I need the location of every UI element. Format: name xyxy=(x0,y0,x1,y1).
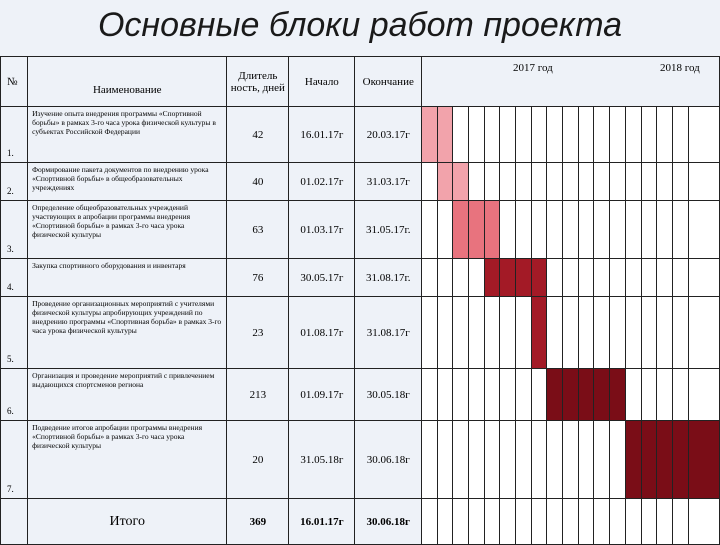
task-start: 01.08.17г xyxy=(289,297,355,369)
gantt-cell xyxy=(625,163,641,201)
gantt-cell xyxy=(563,163,579,201)
gantt-bar xyxy=(672,421,688,499)
gantt-cell xyxy=(563,421,579,499)
gantt-cell xyxy=(453,499,469,545)
gantt-cell xyxy=(641,163,657,201)
gantt-cell xyxy=(672,201,688,259)
header-duration: Длитель ность, дней xyxy=(227,57,289,107)
gantt-cell xyxy=(657,369,673,421)
gantt-cell xyxy=(422,201,438,259)
task-duration: 63 xyxy=(227,201,289,259)
header-row xyxy=(1,57,720,107)
total-duration: 369 xyxy=(227,499,289,545)
gantt-bar xyxy=(547,369,563,421)
task-end: 30.06.18г xyxy=(355,421,422,499)
task-start: 01.02.17г xyxy=(289,163,355,201)
gantt-cell xyxy=(437,259,453,297)
gantt-bar xyxy=(657,421,673,499)
task-duration: 213 xyxy=(227,369,289,421)
gantt-bar xyxy=(484,259,500,297)
gantt-cell xyxy=(516,421,532,499)
gantt-cell xyxy=(469,163,485,201)
gantt-cell xyxy=(547,499,563,545)
gantt-cell xyxy=(610,201,626,259)
gantt-cell xyxy=(625,259,641,297)
total-start: 16.01.17г xyxy=(289,499,355,545)
gantt-cell xyxy=(657,499,673,545)
gantt-cell xyxy=(469,499,485,545)
header-start: Начало xyxy=(289,57,355,107)
task-end: 31.03.17г xyxy=(355,163,422,201)
task-end: 20.03.17г xyxy=(355,107,422,163)
header-end: Окончание xyxy=(355,57,422,107)
task-row xyxy=(1,107,720,163)
gantt-cell xyxy=(453,421,469,499)
gantt-cell xyxy=(657,107,673,163)
gantt-cell xyxy=(625,369,641,421)
gantt-cell xyxy=(547,201,563,259)
gantt-bar xyxy=(500,259,516,297)
gantt-bar xyxy=(563,369,579,421)
task-duration: 42 xyxy=(227,107,289,163)
gantt-cell xyxy=(500,107,516,163)
task-duration: 23 xyxy=(227,297,289,369)
task-start: 16.01.17г xyxy=(289,107,355,163)
task-start: 01.09.17г xyxy=(289,369,355,421)
task-end: 31.05.17г. xyxy=(355,201,422,259)
gantt-bar xyxy=(625,421,641,499)
task-row xyxy=(1,201,720,259)
gantt-cell xyxy=(641,201,657,259)
gantt-bar xyxy=(610,369,626,421)
gantt-cell xyxy=(657,259,673,297)
task-name: Проведение организационных мероприятий с учителями физической культуры апробирующих учреждений по внедрению программы «Спортивная борьба» в рамках 3-го часа урока физической культуры xyxy=(28,297,227,369)
gantt-bar xyxy=(484,201,500,259)
task-duration: 20 xyxy=(227,421,289,499)
gantt-cell xyxy=(594,499,610,545)
gantt-cell xyxy=(688,201,719,259)
gantt-cell xyxy=(547,421,563,499)
gantt-cell xyxy=(578,259,594,297)
gantt-cell xyxy=(563,297,579,369)
gantt-cell xyxy=(500,421,516,499)
gantt-cell xyxy=(594,297,610,369)
gantt-cell xyxy=(641,297,657,369)
gantt-cell xyxy=(547,163,563,201)
gantt-cell xyxy=(531,499,547,545)
gantt-cell xyxy=(531,163,547,201)
task-name: Изучение опыта внедрения программы «Спортивной борьбы» в рамках 3-го часа урока физической культуры в субъектах Российской Федерации xyxy=(28,107,227,163)
task-row xyxy=(1,297,720,369)
gantt-cell xyxy=(594,163,610,201)
gantt-cell xyxy=(500,369,516,421)
gantt-bar xyxy=(516,259,532,297)
task-row xyxy=(1,259,720,297)
gantt-cell xyxy=(578,421,594,499)
task-end: 31.08.17г xyxy=(355,297,422,369)
gantt-cell xyxy=(516,163,532,201)
gantt-cell xyxy=(469,259,485,297)
gantt-bar xyxy=(422,107,438,163)
gantt-cell xyxy=(625,107,641,163)
gantt-cell xyxy=(437,499,453,545)
task-num: 4. xyxy=(1,259,28,297)
gantt-cell xyxy=(500,201,516,259)
gantt-cell xyxy=(469,421,485,499)
gantt-cell xyxy=(672,163,688,201)
task-name: Определение общеобразовательных учреждений участвующих в апробации программы внедрения «Спортивной борьбы» в рамках 3-го часа урока физической культуры xyxy=(28,201,227,259)
gantt-cell xyxy=(610,297,626,369)
task-row xyxy=(1,163,720,201)
page-title: Основные блоки работ проекта xyxy=(97,6,623,44)
task-duration: 40 xyxy=(227,163,289,201)
year-2017-label: 2017 год xyxy=(513,62,553,74)
gantt-cell xyxy=(657,163,673,201)
gantt-cell xyxy=(641,259,657,297)
gantt-cell xyxy=(688,297,719,369)
gantt-cell xyxy=(484,369,500,421)
gantt-cell xyxy=(578,201,594,259)
task-row xyxy=(1,421,720,499)
gantt-bar xyxy=(531,259,547,297)
gantt-cell xyxy=(469,369,485,421)
gantt-cell xyxy=(672,107,688,163)
task-name: Подведение итогов апробации программы внедрения «Спортивной борьбы» в рамках 3-го часа урока физической культуры xyxy=(28,421,227,499)
gantt-cell xyxy=(610,421,626,499)
gantt-cell xyxy=(484,163,500,201)
gantt-cell xyxy=(422,499,438,545)
gantt-cell xyxy=(610,107,626,163)
gantt-cell xyxy=(594,107,610,163)
task-start: 01.03.17г xyxy=(289,201,355,259)
gantt-cell xyxy=(453,259,469,297)
gantt-cell xyxy=(531,201,547,259)
gantt-bar xyxy=(469,201,485,259)
gantt-cell xyxy=(484,297,500,369)
gantt-cell xyxy=(531,421,547,499)
gantt-cell xyxy=(625,297,641,369)
gantt-cell xyxy=(422,421,438,499)
gantt-cell xyxy=(469,297,485,369)
task-start: 30.05.17г xyxy=(289,259,355,297)
gantt-cell xyxy=(688,369,719,421)
year-2018-label: 2018 год xyxy=(660,62,700,74)
gantt-cell xyxy=(688,163,719,201)
gantt-cell xyxy=(547,259,563,297)
gantt-cell xyxy=(563,499,579,545)
gantt-cell xyxy=(547,107,563,163)
gantt-cell xyxy=(578,499,594,545)
gantt-cell xyxy=(672,369,688,421)
gantt-bar xyxy=(453,201,469,259)
task-row xyxy=(1,369,720,421)
gantt-cell xyxy=(578,163,594,201)
gantt-cell xyxy=(688,107,719,163)
gantt-cell xyxy=(610,259,626,297)
gantt-cell xyxy=(516,297,532,369)
total-label: Итого xyxy=(28,499,227,545)
gantt-cell xyxy=(563,201,579,259)
task-end: 31.08.17г. xyxy=(355,259,422,297)
task-duration: 76 xyxy=(227,259,289,297)
total-row xyxy=(1,499,720,545)
task-num: 3. xyxy=(1,201,28,259)
gantt-cell xyxy=(453,369,469,421)
total-num xyxy=(1,499,28,545)
gantt-cell xyxy=(563,259,579,297)
gantt-cell xyxy=(578,297,594,369)
gantt-cell xyxy=(594,201,610,259)
gantt-cell xyxy=(688,499,719,545)
gantt-cell xyxy=(688,259,719,297)
gantt-cell xyxy=(594,421,610,499)
gantt-cell xyxy=(453,107,469,163)
gantt-cell xyxy=(531,369,547,421)
gantt-cell xyxy=(531,107,547,163)
gantt-bar xyxy=(578,369,594,421)
gantt-cell xyxy=(484,107,500,163)
task-name: Организация и проведение мероприятий с привлечением выдающихся спортсменов региона xyxy=(28,369,227,421)
gantt-cell xyxy=(578,107,594,163)
gantt-cell xyxy=(547,297,563,369)
gantt-cell xyxy=(516,499,532,545)
header-num: № xyxy=(1,57,28,107)
gantt-cell xyxy=(437,201,453,259)
gantt-cell xyxy=(516,107,532,163)
total-end: 30.06.18г xyxy=(355,499,422,545)
gantt-cell xyxy=(484,421,500,499)
gantt-bar xyxy=(437,163,453,201)
gantt-cell xyxy=(641,499,657,545)
gantt-table xyxy=(0,56,720,545)
task-name: Формирование пакета документов по внедрению урока «Спортивной борьбы» в общеобразовательных учреждениях xyxy=(28,163,227,201)
gantt-cell xyxy=(500,297,516,369)
gantt-cell xyxy=(437,421,453,499)
gantt-cell xyxy=(563,107,579,163)
header-name: Наименование xyxy=(28,57,227,107)
task-num: 5. xyxy=(1,297,28,369)
gantt-cell xyxy=(453,297,469,369)
gantt-cell xyxy=(625,499,641,545)
gantt-cell xyxy=(422,259,438,297)
gantt-cell xyxy=(641,369,657,421)
gantt-cell xyxy=(657,201,673,259)
gantt-cell xyxy=(437,369,453,421)
gantt-cell xyxy=(625,201,641,259)
gantt-bar xyxy=(594,369,610,421)
gantt-cell xyxy=(610,499,626,545)
task-end: 30.05.18г xyxy=(355,369,422,421)
gantt-cell xyxy=(422,369,438,421)
gantt-cell xyxy=(500,499,516,545)
gantt-bar xyxy=(437,107,453,163)
gantt-cell xyxy=(672,297,688,369)
gantt-cell xyxy=(422,163,438,201)
task-num: 6. xyxy=(1,369,28,421)
gantt-cell xyxy=(641,107,657,163)
gantt-cell xyxy=(672,259,688,297)
gantt-bar xyxy=(453,163,469,201)
gantt-cell xyxy=(516,201,532,259)
gantt-cell xyxy=(422,297,438,369)
gantt-cell xyxy=(594,259,610,297)
task-start: 31.05.18г xyxy=(289,421,355,499)
gantt-cell xyxy=(516,369,532,421)
gantt-cell xyxy=(610,163,626,201)
gantt-bar xyxy=(641,421,657,499)
gantt-cell xyxy=(469,107,485,163)
gantt-cell xyxy=(500,163,516,201)
gantt-cell xyxy=(672,499,688,545)
task-num: 1. xyxy=(1,107,28,163)
task-num: 7. xyxy=(1,421,28,499)
task-name: Закупка спортивного оборудования и инвентаря xyxy=(28,259,227,297)
gantt-cell xyxy=(437,297,453,369)
task-num: 2. xyxy=(1,163,28,201)
gantt-cell xyxy=(484,499,500,545)
gantt-bar xyxy=(531,297,547,369)
gantt-cell xyxy=(657,297,673,369)
gantt-bar xyxy=(688,421,719,499)
